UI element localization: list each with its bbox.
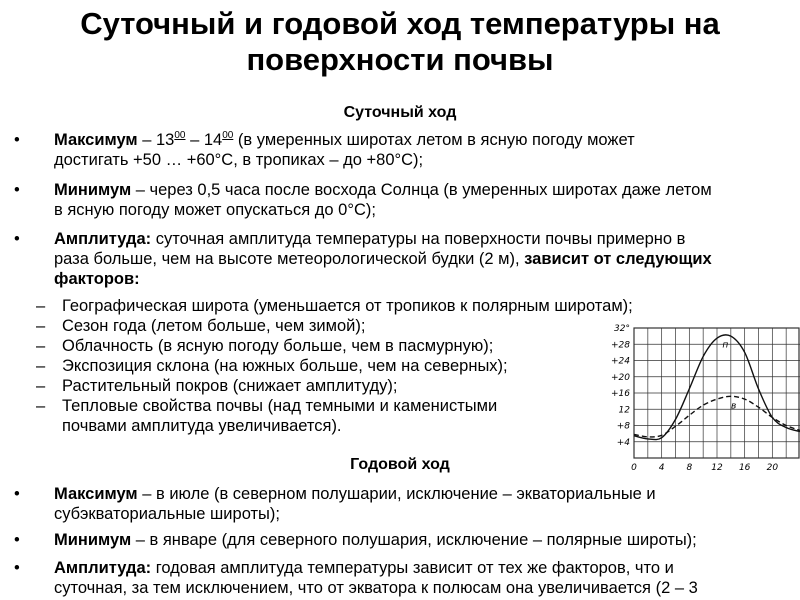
- daily-heading: Суточный ход: [343, 104, 457, 121]
- daily-min-item: [0, 180, 800, 220]
- daily-min-line-2: в ясную погоду может опускаться до 0°С);: [54, 201, 376, 219]
- daily-amp-line-3: факторов:: [54, 270, 140, 288]
- daily-amp-emphasis: зависит от следующих: [524, 250, 712, 268]
- chart-series-labels: [722, 341, 736, 412]
- factor-text: Тепловые свойства почвы (над темными и каменистыми: [62, 397, 498, 415]
- page-title: [0, 6, 800, 78]
- daily-max-item: [0, 130, 800, 170]
- dash-marker: –: [36, 357, 46, 375]
- bullet-marker: •: [14, 559, 20, 577]
- max-time-end: 14: [203, 131, 223, 149]
- daily-amp-label: Амплитуда:: [54, 230, 152, 248]
- y-tick-label: +8: [616, 421, 630, 432]
- y-tick-label: +16: [611, 389, 630, 399]
- bullet-marker: •: [14, 485, 20, 503]
- daily-amplitude-item: [0, 229, 800, 289]
- daily-max-line-2: достигать +50 … +60°С, в тропиках – до +80°С);: [54, 151, 424, 169]
- y-tick-label: 12: [618, 405, 630, 416]
- factor-text: Сезон года (летом больше, чем зимой);: [62, 317, 366, 335]
- separator: –: [185, 131, 204, 149]
- annual-amp-line-2: суточная, за тем исключением, что от экватора к полюсам она увеличивается (2 – 3: [54, 579, 698, 597]
- x-tick-label: 20: [766, 463, 779, 473]
- annual-min-label: Минимум: [54, 531, 132, 549]
- dash-marker: –: [36, 337, 46, 355]
- dash-marker: –: [36, 397, 46, 415]
- dash-marker: –: [36, 317, 46, 335]
- daily-amp-line-2: [54, 249, 712, 269]
- annual-min-item: [0, 530, 800, 550]
- daily-amp-text: суточная амплитуда температуры на поверхности почвы примерно в: [151, 230, 686, 248]
- y-tick-label: +24: [611, 356, 630, 367]
- daily-max-line-1: [54, 130, 635, 150]
- bullet-marker: •: [14, 230, 20, 248]
- annual-max-text: – в июле (в северном полушарии, исключение – экваториальные и: [137, 485, 656, 503]
- max-time-start-minutes: 00: [174, 130, 186, 141]
- daily-max-label: Максимум: [54, 131, 138, 149]
- y-tick-label: 32°: [614, 324, 630, 334]
- x-tick-label: 0: [631, 463, 637, 473]
- max-time-end-minutes: 00: [222, 130, 234, 141]
- title-line-2: поверхности почвы: [246, 42, 554, 77]
- series-label: в: [730, 401, 737, 412]
- daily-min-text: – через 0,5 часа после восхода Солнца (в умеренных широтах даже летом: [131, 181, 712, 199]
- factor-text: почвами амплитуда увеличивается).: [62, 417, 342, 435]
- factor-text: Растительный покров (снижает амплитуду);: [62, 377, 398, 395]
- annual-max-line-1: [54, 484, 656, 504]
- factor-text: Экспозиция склона (на южных больше, чем на северных);: [62, 357, 508, 375]
- max-time-start: 13: [156, 131, 175, 149]
- annual-heading: Годовой ход: [350, 456, 450, 473]
- title-line-1: Суточный и годовой ход температуры на: [80, 6, 720, 41]
- bullet-marker: •: [14, 531, 20, 549]
- daily-amp-line-1: [54, 229, 685, 249]
- y-tick-label: +4: [616, 437, 630, 448]
- x-tick-label: 4: [658, 463, 665, 473]
- annual-amplitude-item: [0, 558, 800, 600]
- bullet-marker: •: [14, 131, 20, 149]
- factor-text: Географическая широта (уменьшается от тропиков к полярным широтам);: [62, 297, 633, 315]
- series-label: п: [722, 340, 729, 351]
- dash-marker: –: [36, 377, 46, 395]
- y-tick-label: +20: [611, 372, 630, 383]
- bullet-marker: •: [14, 181, 20, 199]
- annual-max-item: [0, 484, 800, 524]
- y-tick-label: +28: [611, 340, 630, 351]
- annual-min-line-1: [54, 530, 697, 550]
- annual-max-line-2: субэкваториальные широты);: [54, 505, 280, 523]
- annual-min-text: – в январе (для северного полушария, исключение – полярные широты);: [131, 531, 697, 549]
- x-tick-label: 12: [711, 463, 723, 473]
- chart-y-tick-labels: [611, 324, 630, 448]
- factor-text: Облачность (в ясную погоду больше, чем в пасмурную);: [62, 337, 494, 355]
- daily-min-label: Минимум: [54, 181, 132, 199]
- daily-max-text: (в умеренных широтах летом в ясную погоду может: [233, 131, 635, 149]
- x-tick-label: 8: [686, 463, 693, 473]
- annual-amp-text: годовая амплитуда температуры зависит от тех же факторов, что и: [151, 559, 674, 577]
- dash-marker: –: [36, 297, 46, 315]
- x-tick-label: 16: [738, 463, 751, 473]
- annual-amp-line-1: [54, 558, 674, 578]
- separator: –: [137, 131, 156, 149]
- annual-max-label: Максимум: [54, 485, 138, 503]
- daily-amp-text: раза больше, чем на высоте метеорологической будки (2 м),: [54, 250, 525, 268]
- annual-amp-label: Амплитуда:: [54, 559, 152, 577]
- daily-min-line-1: [54, 180, 712, 200]
